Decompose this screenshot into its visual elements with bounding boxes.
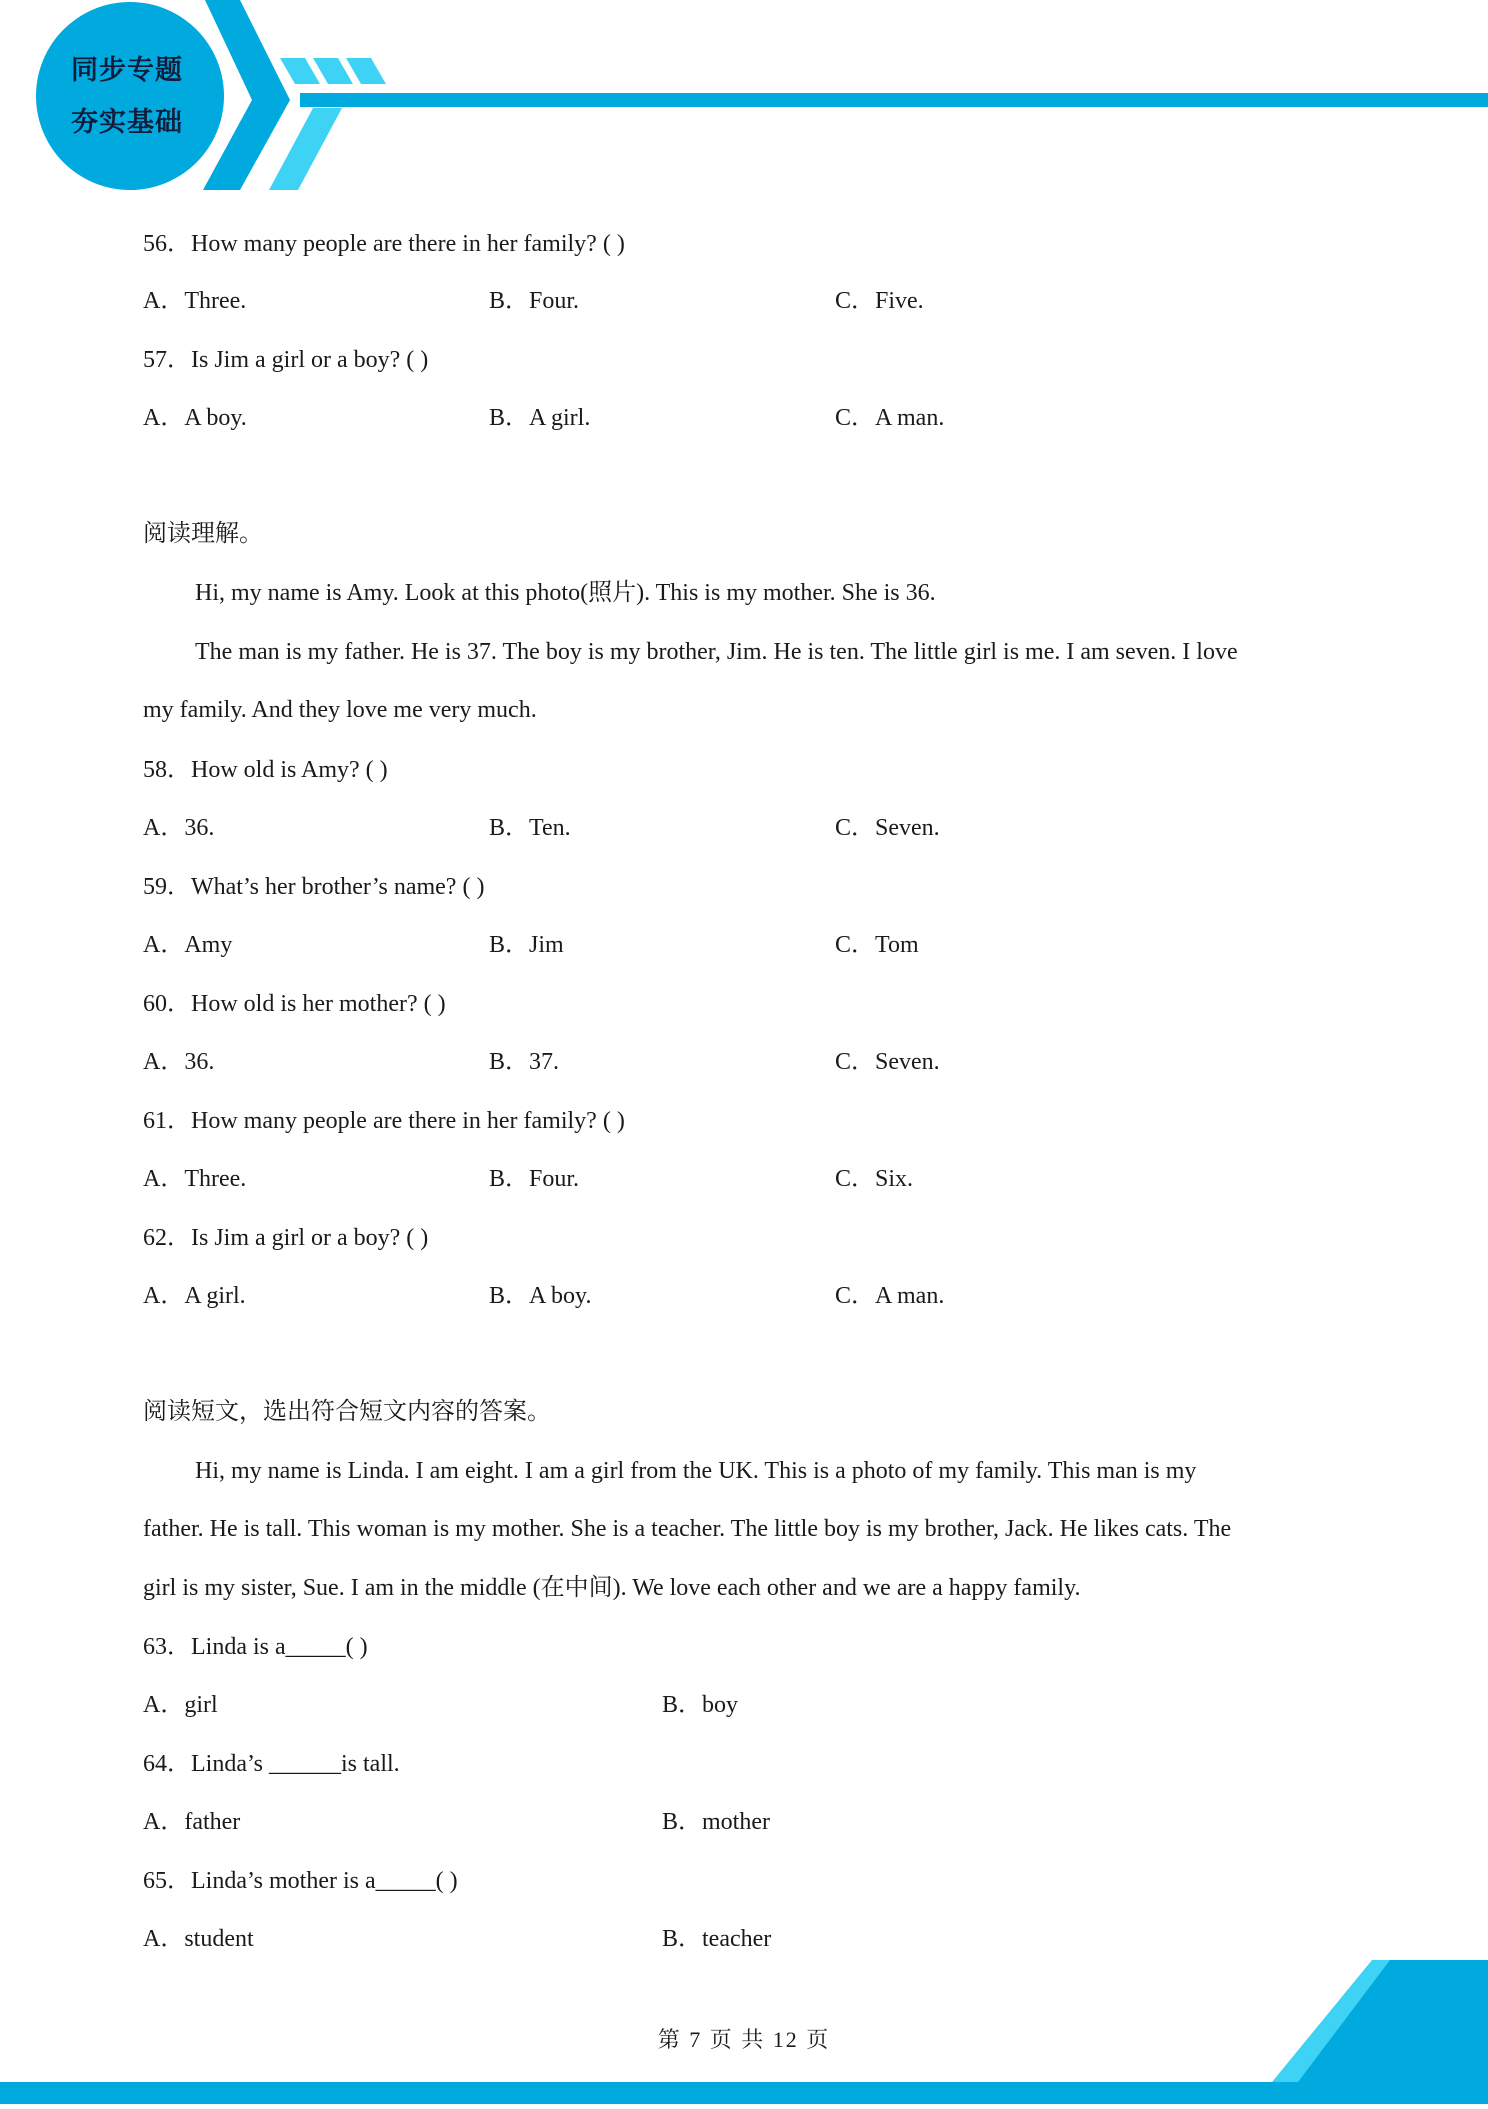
question-62: 62．Is Jim a girl or a boy? ( ) xyxy=(143,1225,429,1251)
passage-amy-line-3: my family. And they love me very much. xyxy=(143,697,537,723)
question-60: 60．How old is her mother? ( ) xyxy=(143,991,446,1017)
q59-option-b: B．Jim xyxy=(489,932,564,958)
header-decoration xyxy=(0,0,1488,200)
q58-option-b: B．Ten. xyxy=(489,815,571,841)
footer-corner-block xyxy=(1290,1960,1488,2082)
passage-linda-line-3: girl is my sister, Sue. I am in the middle (在中间). We love each other and we are a happy family. xyxy=(143,1575,1081,1601)
passage-amy-line-1: Hi, my name is Amy. Look at this photo(照片). This is my mother. She is 36. xyxy=(195,580,936,606)
q60-option-b: B．37. xyxy=(489,1049,560,1075)
question-63: 63．Linda is a_____( ) xyxy=(143,1634,368,1660)
page-number: 第 7 页 共 12 页 xyxy=(657,2027,831,2052)
q61-option-c: C．Six. xyxy=(835,1166,914,1192)
q61-option-b: B．Four. xyxy=(489,1166,580,1192)
q63-option-b: B．boy xyxy=(662,1692,739,1718)
question-57: 57．Is Jim a girl or a boy? ( ) xyxy=(143,347,429,373)
q56-option-b: B．Four. xyxy=(489,288,580,314)
q62-option-a: A．A girl. xyxy=(143,1283,246,1309)
q56-option-c: C．Five. xyxy=(835,288,924,314)
q62-option-b: B．A boy. xyxy=(489,1283,592,1309)
q64-option-b: B．mother xyxy=(662,1809,770,1835)
question-56: 56．How many people are there in her family? ( ) xyxy=(143,231,625,257)
q61-option-a: A．Three. xyxy=(143,1166,247,1192)
instruction-read-passage: 阅读短文，选出符合短文内容的答案。 xyxy=(143,1399,551,1425)
q59-option-c: C．Tom xyxy=(835,932,919,958)
question-61: 61．How many people are there in her family? ( ) xyxy=(143,1108,625,1134)
q62-option-c: C．A man. xyxy=(835,1283,945,1309)
footer-bar xyxy=(0,2082,1488,2104)
instruction-reading-comprehension: 阅读理解。 xyxy=(143,521,263,547)
q57-option-a: A．A boy. xyxy=(143,405,247,431)
q60-option-a: A．36. xyxy=(143,1049,215,1075)
question-65: 65．Linda’s mother is a_____( ) xyxy=(143,1868,458,1894)
q65-option-b: B．teacher xyxy=(662,1926,772,1952)
question-64: 64．Linda’s ______is tall. xyxy=(143,1751,400,1777)
badge-line-1: 同步专题 xyxy=(71,55,183,86)
question-58: 58．How old is Amy? ( ) xyxy=(143,757,388,783)
passage-amy-line-2: The man is my father. He is 37. The boy is my brother, Jim. He is ten. The little girl is me. I am seven. I love xyxy=(195,639,1238,665)
q63-option-a: A．girl xyxy=(143,1692,218,1718)
q60-option-c: C．Seven. xyxy=(835,1049,940,1075)
q65-option-a: A．student xyxy=(143,1926,254,1952)
badge-circle xyxy=(36,2,224,190)
q64-option-a: A．father xyxy=(143,1809,241,1835)
q58-option-a: A．36. xyxy=(143,815,215,841)
q57-option-b: B．A girl. xyxy=(489,405,591,431)
q59-option-a: A．Amy xyxy=(143,932,233,958)
q58-option-c: C．Seven. xyxy=(835,815,940,841)
q56-option-a: A．Three. xyxy=(143,288,247,314)
q57-option-c: C．A man. xyxy=(835,405,945,431)
badge-line-2: 夯实基础 xyxy=(71,107,183,138)
page-header xyxy=(0,0,1488,200)
passage-linda-line-2: father. He is tall. This woman is my mother. She is a teacher. The little boy is my brother, Jack. He likes cats. The xyxy=(143,1516,1232,1542)
question-59: 59．What’s her brother’s name? ( ) xyxy=(143,874,485,900)
passage-linda-line-1: Hi, my name is Linda. I am eight. I am a girl from the UK. This is a photo of my family. This man is my xyxy=(195,1458,1197,1484)
